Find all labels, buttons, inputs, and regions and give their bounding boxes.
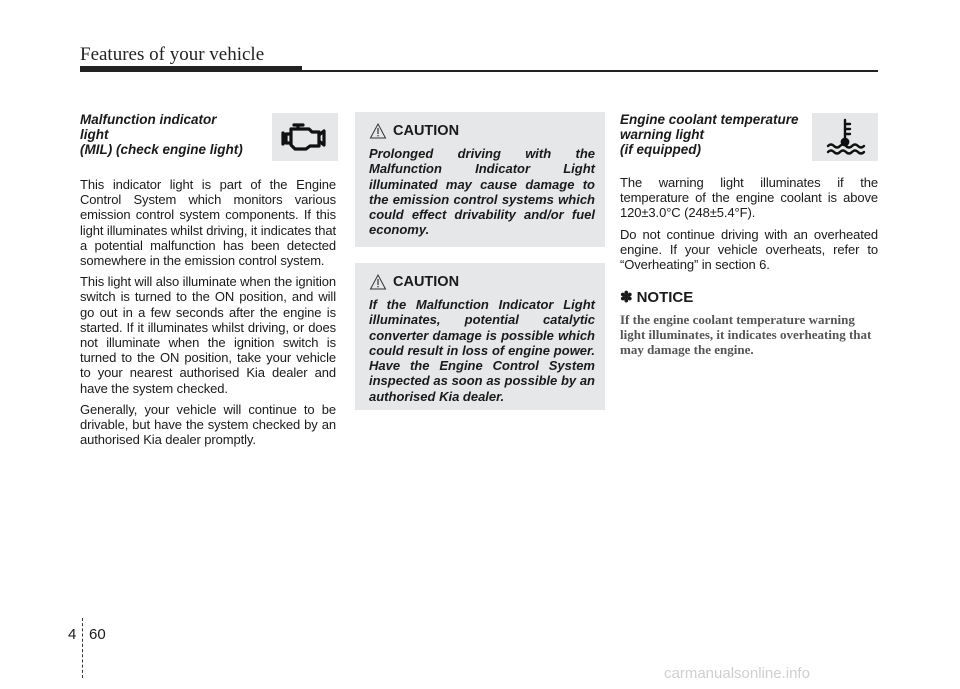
notice-star-icon: ✽ <box>620 289 633 307</box>
warning-triangle-icon <box>369 273 387 291</box>
caution-header <box>369 271 595 293</box>
coolant-temperature-icon <box>812 113 878 161</box>
notice-text: If the engine coolant temperature warning light illuminates, it indicates overheating that may damage the engine. <box>620 312 872 358</box>
page-number: 60 <box>89 626 106 643</box>
header-rule-thin <box>302 70 878 72</box>
mil-heading-line1: Malfunction indicator light <box>80 112 217 142</box>
mil-heading-line2: (MIL) (check engine light) <box>80 142 243 157</box>
notice-heading <box>620 288 878 306</box>
caution-label: CAUTION <box>393 274 460 290</box>
caution-box-1 <box>355 112 605 247</box>
mil-paragraph-1: This indicator light is part of the Engine Control System which monitors various emission control system components. If this light illuminates whilst driving, it indicates that a potential malfunction has been detected somewhere in the emission control system. <box>80 177 336 269</box>
caution-header <box>369 120 595 142</box>
header-rule-thick <box>80 66 302 72</box>
caution-text: If the Malfunction Indicator Light illuminates, potential catalytic converter damage is possible which could result in loss of engine power. Have the Engine Control System inspected as soon as possible by an authorised Kia dealer. <box>369 297 595 404</box>
coolant-heading <box>620 112 800 157</box>
caution-text: Prolonged driving with the Malfunction Indicator Light illuminated may cause damage to the emission control systems which could effect drivability and/or fuel economy. <box>369 146 595 238</box>
warning-triangle-icon <box>369 122 387 140</box>
check-engine-icon <box>272 113 338 161</box>
mil-paragraph-2: This light will also illuminate when the ignition switch is turned to the ON position, and will go out in a few seconds after the engine is started. If it illuminates whilst driving, or does not illuminate when the ignition switch is turned to the ON position, take your vehicle to your nearest authorised Kia dealer and have the system checked. <box>80 274 336 396</box>
caution-label: CAUTION <box>393 123 460 139</box>
watermark: carmanualsonline.info <box>664 665 810 682</box>
coolant-heading-line2: (if equipped) <box>620 142 701 157</box>
mil-heading <box>80 112 245 157</box>
coolant-heading-line1: Engine coolant temperature warning light <box>620 112 799 142</box>
left-column <box>80 112 336 453</box>
mil-paragraph-3: Generally, your vehicle will continue to be drivable, but have the system checked by an authorised Kia dealer promptly. <box>80 401 336 448</box>
caution-box-2 <box>355 263 605 410</box>
notice-label: NOTICE <box>636 288 694 306</box>
coolant-paragraph-2: Do not continue driving with an overheated engine. If your vehicle overheats, refer to “Overheating” in section 6. <box>620 226 878 273</box>
page-header-title: Features of your vehicle <box>80 44 265 65</box>
coolant-paragraph-1: The warning light illuminates if the temperature of the engine coolant is above 120±3.0°C (248±5.4°F). <box>620 175 878 221</box>
chapter-number: 4 <box>68 626 77 643</box>
page-number-separator <box>82 618 84 678</box>
